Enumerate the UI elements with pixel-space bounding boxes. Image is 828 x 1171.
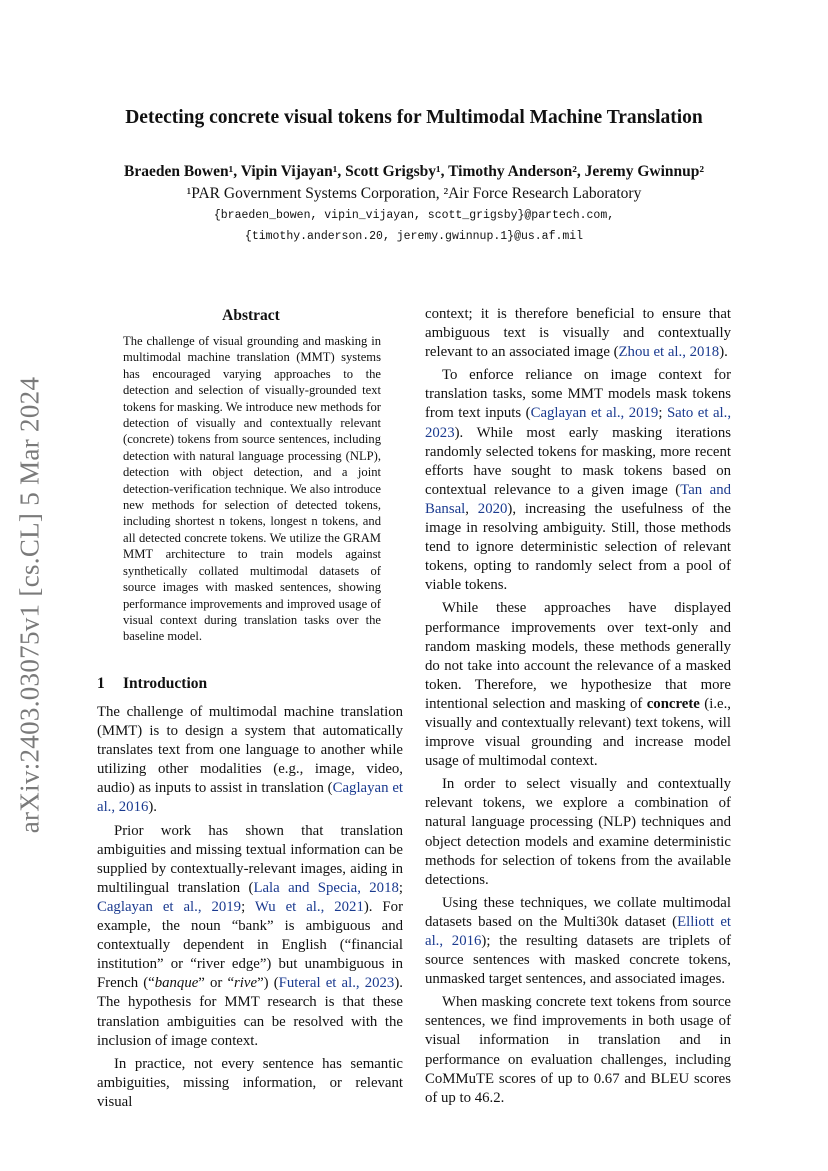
section-heading-introduction xyxy=(97,675,207,693)
intro-paragraph-7: Using these techniques, we collate multimodal datasets based on the Multi30k dataset (Elliott et al., 2016); the resulting datasets are triplets of source sentences with masked concrete tokens, unmasked target sentences, and associated images. xyxy=(425,894,731,988)
citation-link[interactable]: Lala and Specia, 2018 xyxy=(253,879,399,896)
abstract-heading: Abstract xyxy=(222,307,280,324)
email-line-2: {timothy.anderson.20, jeremy.gwinnup.1}@us.af.mil xyxy=(244,230,584,243)
arxiv-identifier: arXiv:2403.03075v1 [cs.CL] 5 Mar 2024 xyxy=(14,376,45,834)
affiliations: ¹PAR Government Systems Corporation, ²Air Force Research Laboratory xyxy=(186,185,642,202)
left-column-body xyxy=(97,703,403,1116)
citation-link[interactable]: Wu et al., 2021 xyxy=(254,898,364,915)
citation-link[interactable]: Tan and Bansal xyxy=(425,481,731,517)
intro-paragraph-3-continued: context; it is therefore beneficial to ensure that ambiguous text is visually and contextually relevant to an associated image (Zhou et al., 2018). xyxy=(425,306,731,361)
right-column-body xyxy=(425,305,731,1112)
email-line-1: {braeden_bowen, vipin_vijayan, scott_grigsby}@partech.com, xyxy=(213,209,615,222)
abstract-text: The challenge of visual grounding and masking in multimodal machine translation (MMT) systems has encouraged varying approaches to the detection and selection of visually-grounded text tokens for masking. We introduce new methods for detection of visually and contextually relevant (concrete) tokens from source sentences, including detection with natural language processing (NLP), detection with object detection, and a joint detection-verification technique. We also introduce new methods for selection of detected tokens, including shortest n tokens, longest n tokens, and all detected concrete tokens. We utilize the GRAM MMT architecture to train models against synthetically collated multimodal datasets of source images with masked sentences, showing performance improvements and improved usage of visual context during translation tasks over the baseline model. xyxy=(123,334,381,644)
intro-paragraph-1: The challenge of multimodal machine translation (MMT) is to design a system that automatically translates text from one language to another while utilizing other modalities (e.g., image, video, audio) as inputs to assist in translation (Caglayan et al., 2016). xyxy=(97,704,403,816)
citation-link[interactable]: Zhou et al., 2018 xyxy=(618,344,720,361)
intro-paragraph-6: In order to select visually and contextually relevant tokens, we explore a combination of natural language processing (NLP) techniques and object detection models and examine deterministic methods for selection of tokens from the available detections. xyxy=(425,776,731,888)
citation-link[interactable]: Futeral et al., 2023 xyxy=(278,975,395,992)
author-list: Braeden Bowen¹, Vipin Vijayan¹, Scott Grigsby¹, Timothy Anderson², Jeremy Gwinnup² xyxy=(123,163,705,180)
intro-paragraph-5: While these approaches have displayed performance improvements over text-only and random masking models, these methods generally do not take into account the relevance of a masked token. Therefore, we hypothesize that more intentional selection and masking of concrete (i.e., visually and contextually relevant) text tokens, will improve visual grounding and increase model usage of multimodal context. xyxy=(425,600,731,770)
citation-link[interactable]: Sato et al., 2023 xyxy=(425,405,732,441)
intro-paragraph-2: Prior work has shown that translation ambiguities and missing textual information can be supplied by contextually-relevant images, aiding in multilingual translation (Lala and Specia, 2018; Caglayan et al., 2019; Wu et al., 2021). For example, the noun “bank” is ambiguous and contextually dependent in English (“financial institution” or “river edge”) but unambiguous in French (“banque” or “rive”) (Futeral et al., 2023). The hypothesis for MMT research is that these translation ambiguities can be resolved with the inclusion of image context. xyxy=(97,822,404,1049)
intro-paragraph-8: When masking concrete text tokens from source sentences, we find improvements in both usage of visual information in translation and in performance on evaluation challenges, including CoMMuTE scores of up to 0.67 and BLEU scores of up to 46.2. xyxy=(425,994,731,1106)
paper-title: Detecting concrete visual tokens for Multimodal Machine Translation xyxy=(125,107,703,128)
citation-link[interactable]: Caglayan et al., 2016 xyxy=(97,780,403,816)
citation-link[interactable]: Caglayan et al., 2019 xyxy=(530,405,659,422)
citation-link[interactable]: Elliott et al., 2016 xyxy=(425,913,731,949)
arxiv-sidebar-stamp xyxy=(8,360,52,850)
citation-link[interactable]: 2020 xyxy=(477,500,508,517)
section-number: 1 xyxy=(97,675,105,692)
citation-link[interactable]: Caglayan et al., 2019 xyxy=(97,898,242,915)
intro-paragraph-3-start: In practice, not every sentence has semantic ambiguities, missing information, or relevant visual xyxy=(97,1055,403,1110)
section-title: Introduction xyxy=(123,675,208,692)
intro-paragraph-4: To enforce reliance on image context for translation tasks, some MMT models mask tokens from text inputs (Caglayan et al., 2019; Sato et al., 2023). While most early masking iterations randomly selected tokens for masking, more recent efforts have sought to mask tokens based on contextual relevance to a given image (Tan and Bansal, 2020), increasing the usefulness of the image in resolving ambiguity. Still, those methods tend to ignore deterministic selection of relevant tokens, opting to randomly select from a pool of viable tokens. xyxy=(425,367,732,594)
